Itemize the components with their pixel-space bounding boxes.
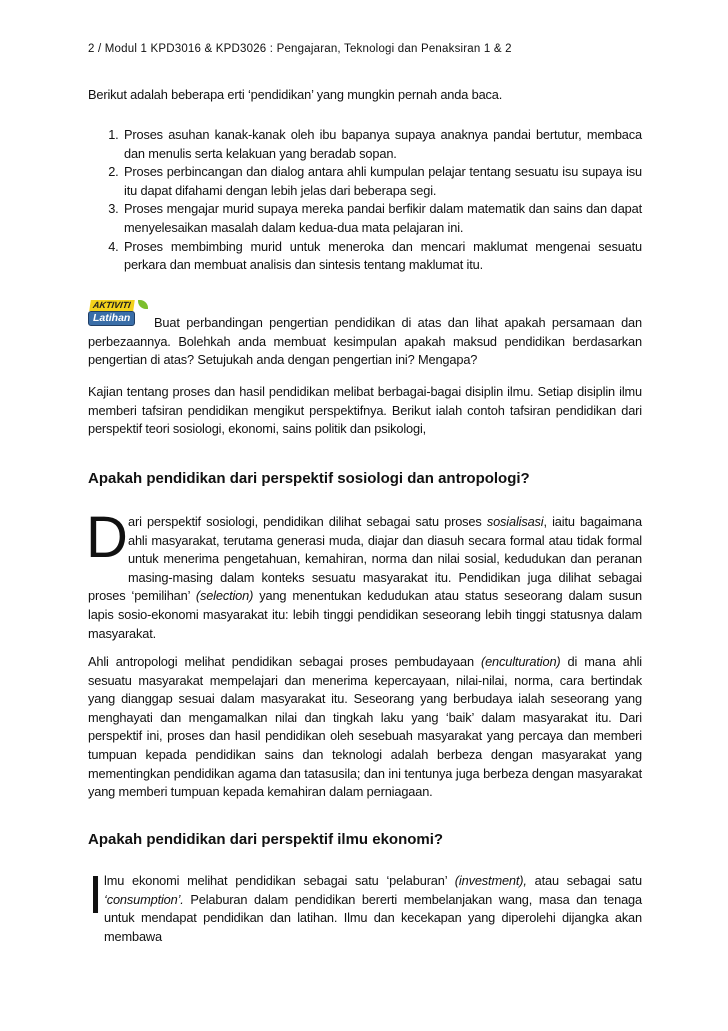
economics-paragraph: lmu ekonomi melihat pendidikan sebagai satu ‘pelaburan’ (investment), atau sebagai satu ‘consumption’. Pelaburan dalam pendidikan bererti membelanjakan wang, masa dan tenaga untuk mendapat pendidikan dan latihan. Ilmu dan kecekapan yang diperolehi dijangka akan membawa <box>88 872 642 946</box>
dropcap-i: I <box>88 865 104 925</box>
dropcap-d: D <box>86 505 128 570</box>
page-header: 2 / Modul 1 KPD3016 & KPD3026 : Pengajaran, Teknologi dan Penaksiran 1 & 2 <box>88 43 512 55</box>
section-heading-sociology: Apakah pendidikan dari perspektif sosiologi dan antropologi? <box>88 470 530 487</box>
activity-text: Buat perbandingan pengertian pendidikan di atas dan lihat apakah persamaan dan perbezaannya. Bolehkah anda membuat kesimpulan apakah maksud pendidikan berdasarkan pengertian di atas? Setujukah anda dengan pengertian ini? Mengapa? <box>88 315 642 368</box>
sociology-paragraph: ari perspektif sosiologi, pendidikan dilihat sebagai satu proses sosialisasi, iaitu bagaimana ahli masyarakat, terutama generasi muda, diajar dan diasuh secara formal atau tidak formal untuk menerima pengetahuan, kemahiran, norma dan nilai sosial, kedudukan dan peranan masing-masing dalam konteks sesuatu masyarakat itu. Pendidikan juga dilihat sebagai proses ‘pemilihan’ (selection) yang menentukan kedudukan atau status seseorang dalam susun lapis sosio-ekonomi masyarakat itu: lebih tinggi pendidikan seseorang lebih tinggi statusnya dalam masyarakat. <box>88 514 642 641</box>
list-item: 4. Proses membimbing murid untuk meneroka dan mencari maklumat mengenai sesuatu perkara dan membuat analisis dan sintesis tentang maklumat itu. <box>122 238 642 275</box>
intro-text: Berikut adalah beberapa erti ‘pendidikan’ yang mungkin pernah anda baca. <box>88 87 503 102</box>
section-heading-economics: Apakah pendidikan dari perspektif ilmu ekonomi? <box>88 831 444 848</box>
badge-bottom-label: Latihan <box>88 311 135 326</box>
badge-top-label: AKTIVITI <box>89 300 134 311</box>
list-item: 2. Proses perbincangan dan dialog antara ahli kumpulan pelajar tentang sesuatu isu supaya isu itu dapat difahami dengan lebih jelas dari beberapa segi. <box>122 163 642 200</box>
dropcap-spacer <box>88 872 104 928</box>
dropcap-spacer <box>88 513 128 569</box>
list-item: 1. Proses asuhan kanak-kanak oleh ibu bapanya supaya anaknya pandai bertutur, membaca dan menulis serta kelakuan yang beradab sopan. <box>122 126 642 163</box>
anthropology-paragraph: Ahli antropologi melihat pendidikan sebagai proses pembudayaan (enculturation) di mana ahli sesuatu masyarakat mempelajari dan menerima kepercayaan, nilai-nilai, norma, cara bertindak yang dianggap sesuai dalam masyarakat itu. Seseorang yang berbudaya ialah seseorang yang menghayati dan mengamalkan nilai dan tingkah laku yang ‘baik’ dalam masyarakat itu. Dari perspektif ini, proses dan hasil pendidikan oleh sesebuah masyarakat yang percaya dan memberi tumpuan kepada pendidikan sains dan teknologi adalah berbeza dengan masyarakat yang mementingkan pendidikan agama dan tatasusila; dan ini tentunya juga berbeza dengan masyarakat yang memberi tumpuan kepada kemahiran dalam perniagaan. <box>88 654 643 800</box>
definition-list <box>88 126 642 275</box>
list-item: 3. Proses mengajar murid supaya mereka pandai berfikir dalam matematik dan sains dan dapat menyelesaikan masalah dalam kedua-dua mata pelajaran ini. <box>122 200 642 237</box>
leaf-icon <box>138 300 148 309</box>
overview-paragraph: Kajian tentang proses dan hasil pendidikan melibat berbagai-bagai disiplin ilmu. Setiap disiplin ilmu memberi tafsiran pendidikan mengikut perspektifnya. Berikut ialah contoh tafsiran pendidikan dari perspektif teori sosiologi, ekonomi, sains politik dan psikologi, <box>88 384 642 437</box>
